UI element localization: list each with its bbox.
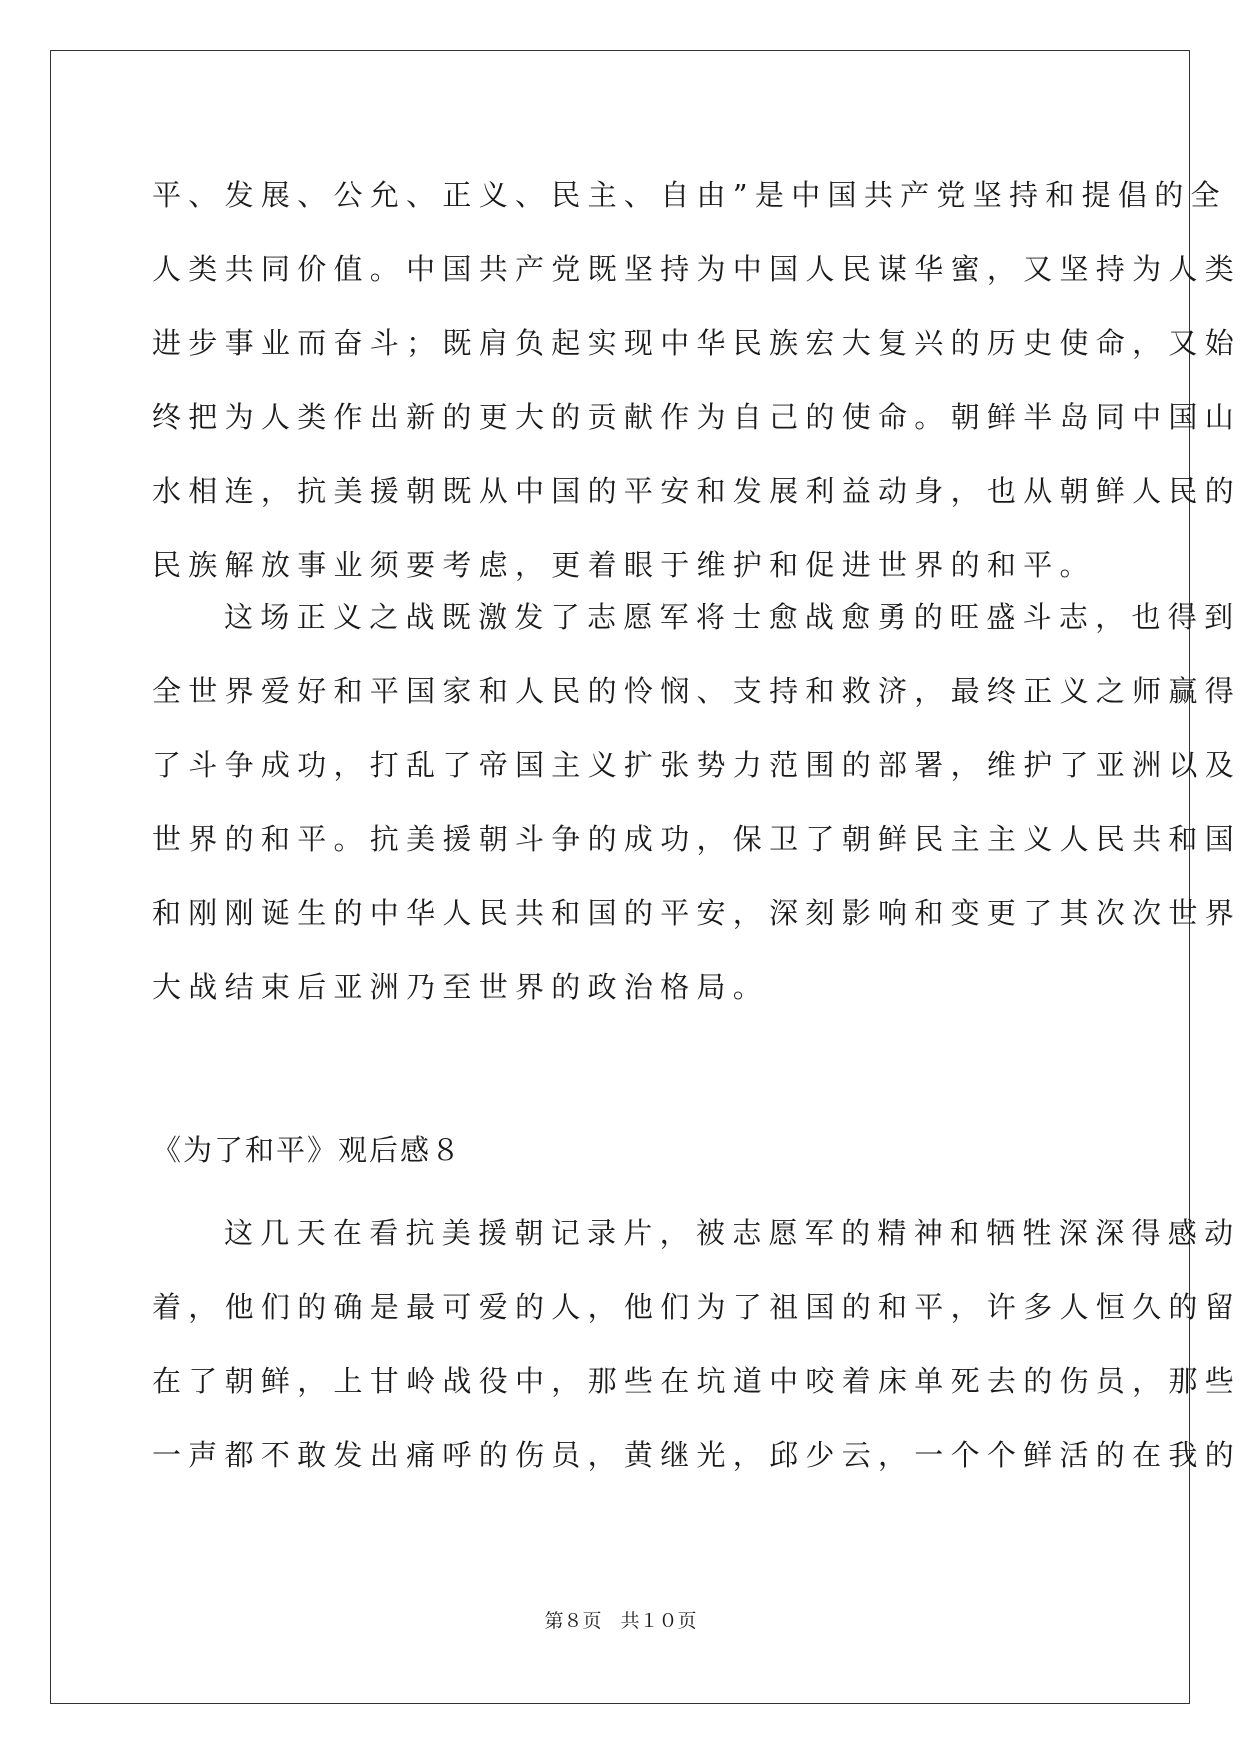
- text-line: 全世界爱好和平国家和人民的怜悯、支持和救济，最终正义之师赢得: [152, 674, 1241, 708]
- text-line: 人类共同价值。中国共产党既坚持为中国人民谋华蜜，又坚持为人类: [152, 252, 1241, 286]
- text-line: 了斗争成功，打乱了帝国主义扩张势力范围的部署，维护了亚洲以及: [152, 748, 1241, 782]
- text-line: 着，他们的确是最可爱的人，他们为了祖国的和平，许多人恒久的留: [152, 1290, 1241, 1324]
- text-line: 和刚刚诞生的中华人民共和国的平安，深刻影响和变更了其次次世界: [152, 896, 1241, 930]
- section-heading: 《为了和平》观后感８: [152, 1133, 463, 1167]
- paragraph-3: [152, 1196, 1241, 1492]
- text-line: 平、发展、公允、正义、民主、自由”是中国共产党坚持和提倡的全: [152, 178, 1227, 212]
- text-line: 进步事业而奋斗；既肩负起实现中华民族宏大复兴的历史使命，又始: [152, 326, 1241, 360]
- paragraph-2: [152, 580, 1241, 1024]
- text-line: 民族解放事业须要考虑，更着眼于维护和促进世界的和平。: [152, 548, 1096, 582]
- page-number-footer: 第８页 共１０页: [544, 1610, 697, 1632]
- text-line: 在了朝鲜，上甘岭战役中，那些在坑道中咬着床单死去的伤员，那些: [152, 1364, 1241, 1398]
- text-line: 世界的和平。抗美援朝斗争的成功，保卫了朝鲜民主主义人民共和国: [152, 822, 1241, 856]
- text-line: 这场正义之战既激发了志愿军将士愈战愈勇的旺盛斗志，也得到: [224, 600, 1241, 634]
- text-line: 一声都不敢发出痛呼的伤员，黄继光，邱少云，一个个鲜活的在我的: [152, 1438, 1241, 1472]
- text-line: 水相连，抗美援朝既从中国的平安和发展利益动身，也从朝鲜人民的: [152, 474, 1241, 508]
- paragraph-1: [152, 158, 1241, 602]
- text-line: 终把为人类作出新的更大的贡献作为自己的使命。朝鲜半岛同中国山: [152, 400, 1241, 434]
- text-line: 大战结束后亚洲乃至世界的政治格局。: [152, 970, 770, 1004]
- text-line: 这几天在看抗美援朝记录片，被志愿军的精神和牺牲深深得感动: [224, 1216, 1241, 1250]
